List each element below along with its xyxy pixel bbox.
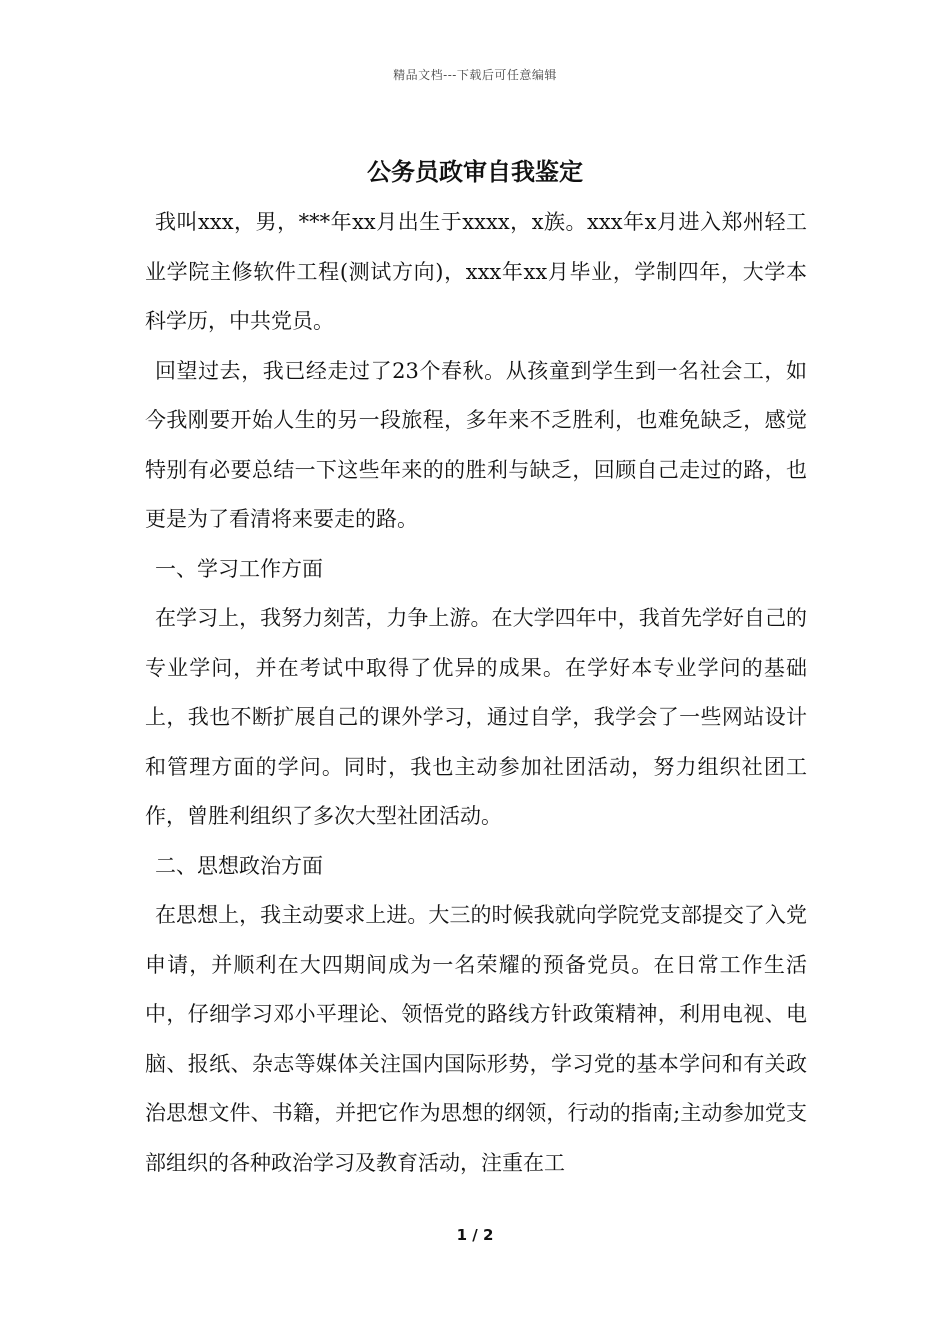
paragraph-study: 在学习上，我努力刻苦，力争上游。在大学四年中，我首先学好自己的专业学问，并在考试中取得了优异的成果。在学好本专业学问的基础上，我也不断扩展自己的课外学习，通过自学，我学会了一些网站设计和管理方面的学问。同时，我也主动参加社团活动，努力组织社团工作，曾胜利组织了多次大型社团活动。 (145, 606, 807, 828)
section-heading-study-work: 一、学习工作方面 (155, 556, 323, 581)
paragraph-political: 在思想上，我主动要求上进。大三的时候我就向学院党支部提交了入党申请，并顺利在大四期间成为一名荣耀的预备党员。在日常工作生活中，仔细学习邓小平理论、领悟党的路线方针政策精神，利用电视、电脑、报纸、杂志等媒体关注国内国际形势，学习党的基本学问和有关政治思想文件、书籍，并把它作为思想的纲领，行动的指南;主动参加党支部组织的各种政治学习及教育活动，注重在工 (145, 903, 807, 1175)
paragraph-intro: 我叫xxx，男，***年xx月出生于xxxx，x族。xxx年x月进入郑州轻工业学院主修软件工程(测试方向)，xxx年xx月毕业，学制四年，大学本科学历，中共党员。 (145, 210, 807, 333)
paragraph-review: 回望过去，我已经走过了23个春秋。从孩童到学生到一名社会工，如今我刚要开始人生的另一段旅程，多年来不乏胜利，也难免缺乏，感觉特别有必要总结一下这些年来的的胜利与缺乏，回顾自己走过的路，也更是为了看清将来要走的路。 (145, 358, 807, 531)
page-number: 1 / 2 (456, 1226, 494, 1244)
document-title: 公务员政审自我鉴定 (367, 157, 583, 186)
section-heading-political: 二、思想政治方面 (155, 853, 323, 878)
document-body (145, 198, 807, 1188)
page-header: 精品文档---下载后可任意编辑 (393, 68, 557, 82)
